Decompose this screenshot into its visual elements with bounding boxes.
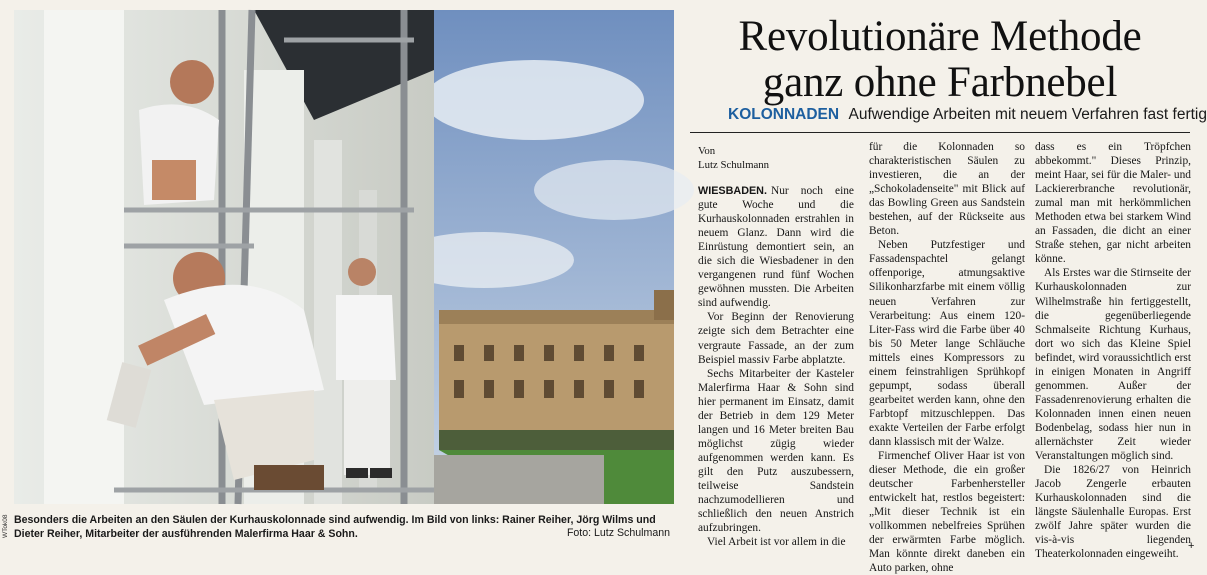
headline-line-2: ganz ohne Farbnebel [762, 59, 1118, 106]
side-tag: WTok08 [2, 514, 9, 538]
byline-label: Von [698, 145, 716, 157]
subheadline-row [728, 106, 1207, 124]
paragraph: für die Kolonnaden so charakteristischen Säulen zu investieren, die an der „Schokoladenseite" mit Blick auf das Bowling Green aus Sandstein bestehen, auf der Rückseite aus Beton. [869, 141, 1025, 238]
paragraph: Die 1826/27 von Heinrich Jacob Zengerle erbauten Kurhauskolonnaden sind die längste Säulenhalle Europas. Erst zwölf Jahre später wurden die vis-à-vis liegenden Theaterkolonnaden eingeweiht. [1035, 464, 1191, 561]
headline-line-1: Revolutionäre Methode [738, 13, 1142, 60]
byline-author: Lutz Schulmann [698, 159, 770, 171]
paragraph-text: Nur noch eine gute Woche und die Kurhauskolonnaden erstrahlen in neuem Glanz. Dann wird die Einrüstung demontiert sein, an die sich die Wiesbadener in den vergangenen rund fünf Wochen gewöhnen mussten. Die Arbeiten sind aufwendig. [698, 185, 854, 310]
article-column-1 [698, 140, 854, 554]
photo-illustration [14, 10, 674, 504]
end-mark: + [1188, 540, 1195, 552]
paragraph: Firmenchef Oliver Haar ist von dieser Methode, die ein großer deutscher Farbenhersteller entwickelt hat, restlos begeistert: „Mit dieser Technik ist ein vollkommen nebelfreies Sprühen der erwärmten Farbe möglich. Man könnte direkt daneben ein Auto parken, ohne [869, 450, 1025, 575]
paragraph: Viel Arbeit ist vor allem in die [707, 536, 846, 549]
paragraph: Neben Putzfestiger und Fassadenspachtel gelangt offenporige, atmungsaktive Silikonharzfarbe mit einem völlig neuen Verfahren zur Verarbeitung: Aus einem 120-Liter-Fass wird die Farbe über 40 bis 50 Meter lange Schläuche mittels eines Kompressors zu einem feinstrahligen Sprühkopf gepumpt, sodass überall gearbeitet werden kann, ohne den Farbtopf mitzuschleppen. Das exakte Verteilen der Farbe erfolgt dann klassisch mit der Walze. [869, 239, 1025, 448]
article-column-3 [1035, 140, 1191, 561]
header-rule [690, 132, 1190, 133]
paragraph: Vor Beginn der Renovierung zeigte sich dem Betrachter eine vergraute Fassade, an der zum Beispiel massiv Farbe abplatzte. [698, 311, 854, 366]
byline [698, 144, 854, 172]
paragraph: Als Erstes war die Stirnseite der Kurhauskolonnaden zur Wilhelmstraße hin fertiggestellt, die gegenüberliegende Schmalseite Richtung Kurhaus, dort wo sich das Kleine Spiel befindet, wird voraussichtlich erst in einigen Monaten in Angriff genommen. Außer der Fassadenrenovierung erhalten die Kolonnaden innen einen neuen Bodenbelag, sodass hier nun in allernächster Zeit wieder Veranstaltungen möglich sind. [1035, 267, 1191, 463]
headline [690, 14, 1190, 106]
paragraph: Sechs Mitarbeiter der Kasteler Malerfirma Haar & Sohn sind hier permanent im Einsatz, damit der Betrieb in dem 129 Meter langen und 16 Meter breiten Bau möglichst zügig wieder aufgenommen werden kann. Es gilt den Putz auszubessern, teilweise Sandstein nachzumodellieren und schließlich den neuen Anstrich aufzubringen. [698, 367, 854, 535]
dateline: WIESBADEN. [698, 185, 767, 197]
kicker-label: KOLONNADEN [728, 106, 840, 123]
article-column-2 [869, 140, 1025, 575]
caption-text: Besonders die Arbeiten an den Säulen der Kurhauskolonnade sind aufwendig. Im Bild von links: Rainer Reiher, Jörg Wilms und Dieter Reiher, Mitarbeiter der ausführenden Malerfirma Haar & Sohn. [14, 514, 656, 540]
paragraph [698, 184, 854, 310]
photo-credit: Foto: Lutz Schulmann [566, 527, 670, 539]
subheadline: Aufwendige Arbeiten mit neuem Verfahren fast fertig [848, 106, 1207, 123]
paragraph: dass es ein Tröpfchen abbekommt." Dieses Prinzip, meint Haar, sei für die Maler- und Lackiererbranche revolutionär, zumal man mit herkömmlichen Methoden etwa bei starkem Wind an Fassaden, die dicht an einer Straße stehen, gar nicht arbeiten könne. [1035, 141, 1191, 266]
article-photo [14, 10, 674, 504]
